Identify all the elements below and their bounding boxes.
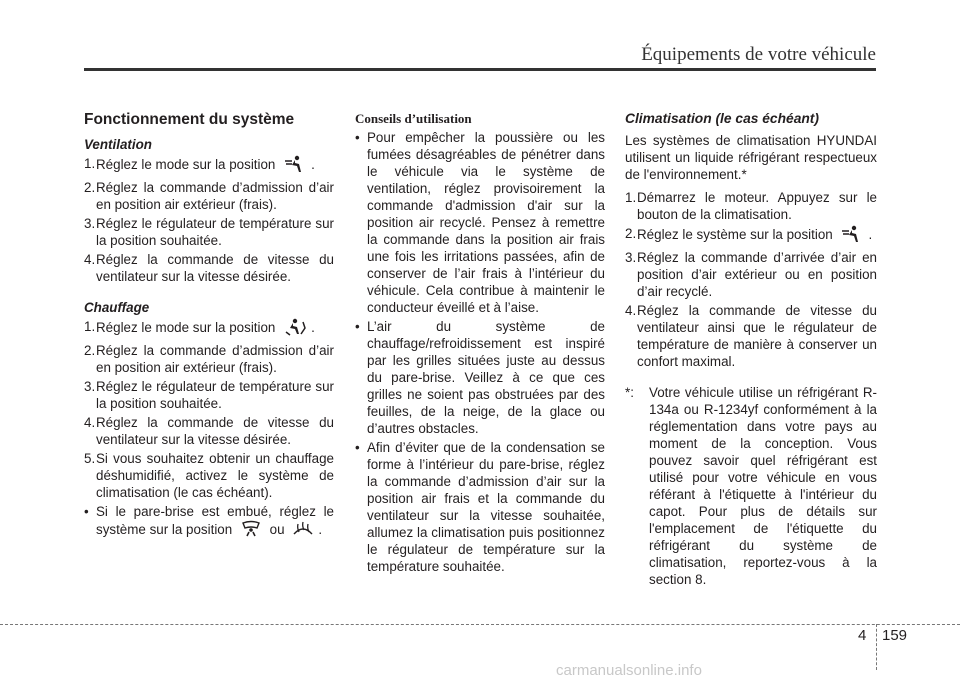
chauffage-heading: Chauffage: [84, 300, 150, 315]
header-rule: [84, 68, 876, 71]
section-title: Fonctionnement du système: [84, 111, 295, 128]
tips-heading: Conseils d’utilisation: [355, 111, 472, 126]
ventilation-group: [84, 136, 334, 285]
list-item: 1. Démarrez le moteur. Appuyez sur le bouton de la climatisation.: [625, 190, 877, 222]
climatisation-intro: Les systèmes de climatisation HYUNDAI utilisent un liquide réfrigérant respectueux de l'environnement.*: [625, 133, 877, 182]
list-item: 3. Réglez le régulateur de température sur la position souhaitée.: [84, 379, 334, 411]
ventilation-steps: [84, 155, 334, 285]
chapter-number: 4: [858, 627, 867, 644]
face-vent-icon: [283, 155, 307, 177]
page-number: 159: [882, 627, 908, 644]
list-item: • Afin d’éviter que de la condensation se forme à l’intérieur du pare-brise, réglez la commande d’admission d’air sur la position air frais et la commande du ventilateur sur la vitesse souhaitée, allumez la climatisation puis positionnez le régulateur de température sur la température souhaitée.: [355, 440, 605, 574]
page-header-title: Équipements de votre véhicule: [641, 44, 876, 65]
chauffage-group: [84, 299, 334, 542]
list-item: 3. Réglez la commande d’arrivée d’air en position d’air extérieur ou en position d’air recyclé.: [625, 250, 877, 299]
tips-list: [355, 129, 605, 575]
list-item: 2. Réglez le système sur la position .: [625, 225, 877, 247]
face-vent-icon: [840, 225, 864, 247]
ventilation-heading: Ventilation: [84, 137, 152, 152]
chauffage-bullet: [84, 503, 334, 542]
list-item: • Si le pare-brise est embué, réglez le système sur la position ou .: [84, 503, 334, 542]
list-item: • Pour empêcher la poussière ou les fumées désagréables de pénétrer dans le véhicule via le système de ventilation, réglez provisoirement la commande d'admission d'air sur la position air recyclé. Pensez à remettre la commande dans la position air frais une fois les irritations passées, afin de conserver de l’air frais à l’intérieur du véhicule. Cela contribue à maintenir le conducteur éveillé et à l’aise.: [355, 130, 605, 315]
column-system-operation: [84, 110, 334, 556]
column-air-conditioning: [625, 110, 877, 588]
climatisation-heading: Climatisation (le cas échéant): [625, 111, 819, 126]
list-item: • L’air du système de chauffage/refroidissement est inspiré par les grilles situées juste au dessus du pare-brise. Veillez à ce que ces grilles ne soient pas obstruées par des feuilles, de la neige, de la glace ou d’autres obstacles.: [355, 319, 605, 436]
refrigerant-note: *: Votre véhicule utilise un réfrigérant R-134a ou R-1234yf conformément à la réglementation dans votre pays au moment de la conception. Vous pouvez savoir quel réfrigérant est utilisé pour votre véhicule en vous référant à l'étiquette à l'intérieur du capot. Pour plus de détails sur l'emplacement de l'étiquette du réfrigérant du système de climatisation, reportez-vous à la section 8.: [625, 385, 877, 587]
footer-divider: [876, 624, 877, 670]
windshield-defrost-icon: [292, 520, 314, 542]
floor-vent-icon: [283, 318, 307, 340]
floor-defrost-icon: [240, 520, 262, 542]
list-item: 3. Réglez le régulateur de température sur la position souhaitée.: [84, 216, 334, 248]
climatisation-steps: [625, 189, 877, 370]
list-item: 2. Réglez la commande d’admission d’air en position air extérieur (frais).: [84, 343, 334, 375]
list-item: 1. Réglez le mode sur la position .: [84, 318, 334, 340]
footer-rule: [0, 624, 960, 625]
list-item: 4. Réglez la commande de vitesse du ventilateur sur la vitesse désirée.: [84, 252, 334, 284]
chauffage-steps: [84, 318, 334, 501]
column-usage-tips: [355, 110, 605, 577]
watermark[interactable]: carmanualsonline.info: [556, 662, 702, 679]
list-item: 1. Réglez le mode sur la position .: [84, 155, 334, 177]
list-item: 4. Réglez la commande de vitesse du ventilateur sur la vitesse désirée.: [84, 415, 334, 447]
list-item: 5. Si vous souhaitez obtenir un chauffage déshumidifié, activez le système de climatisation (le cas échéant).: [84, 451, 334, 500]
list-item: 2. Réglez la commande d’admission d’air en position air extérieur (frais).: [84, 180, 334, 212]
list-item: 4. Réglez la commande de vitesse du ventilateur ainsi que le régulateur de température de manière à conserver un confort maximal.: [625, 303, 877, 369]
